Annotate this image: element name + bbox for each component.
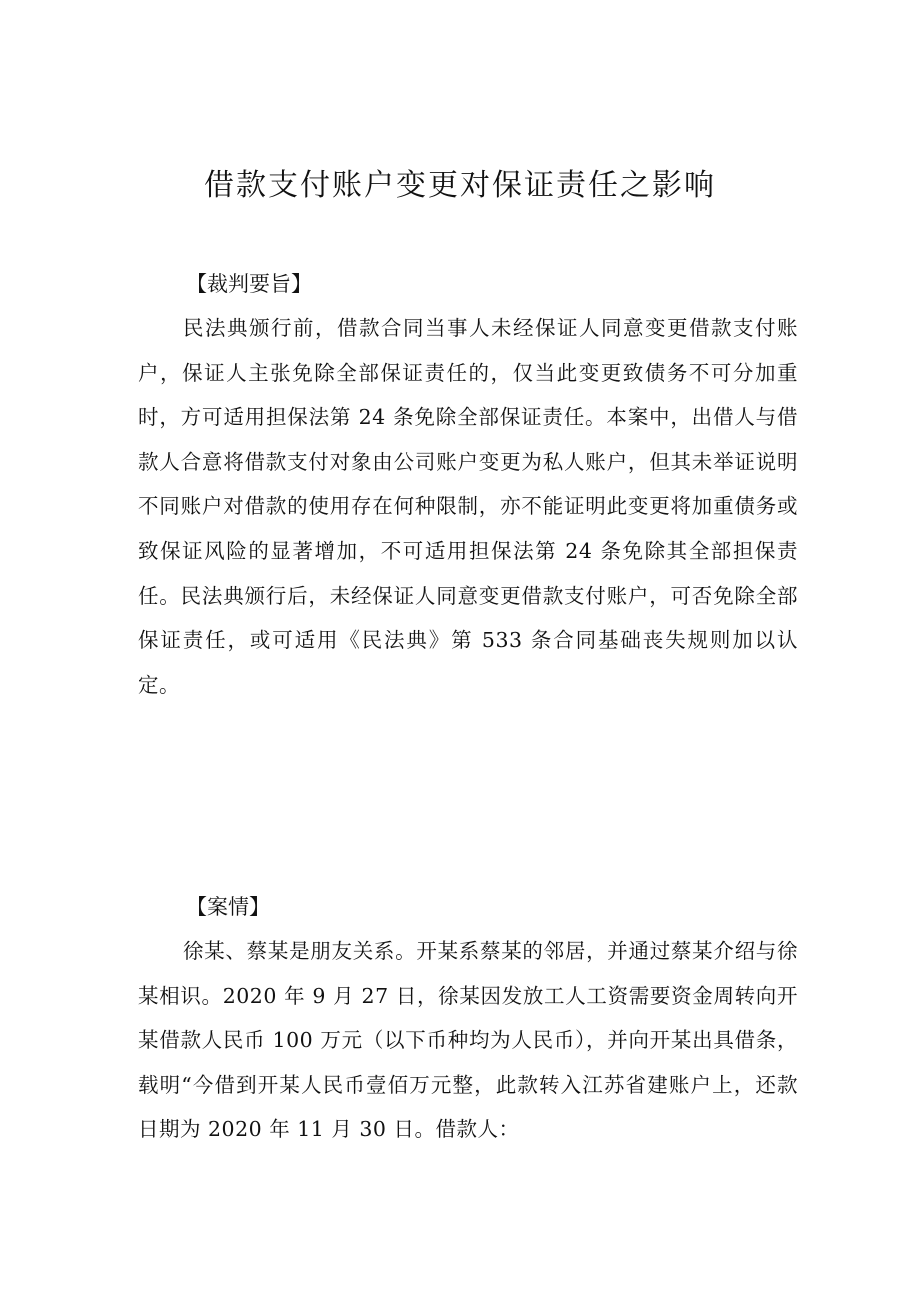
document-title: 借款支付账户变更对保证责任之影响 [204, 168, 716, 203]
section-case-facts [138, 885, 798, 1152]
section-ruling-summary [138, 262, 798, 707]
section-paragraph: 徐某、蔡某是朋友关系。开某系蔡某的邻居，并通过蔡某介绍与徐某相识。2020 年 9 月 27 日，徐某因发放工人工资需要资金周转向开某借款人民币 100 万元（以下币种均为人民币），并向开某出具借条，载明“今借到开某人民币壹佰万元整，此款转入江苏省建账户上，还款日期为 2020 年 11 月 30 日。借款人： [138, 939, 798, 1142]
section-heading: 【案情】 [186, 895, 270, 919]
section-paragraph: 民法典颁行前，借款合同当事人未经保证人同意变更借款支付账户，保证人主张免除全部保证责任的，仅当此变更致债务不可分加重时，方可适用担保法第 24 条免除全部保证责任。本案中，出借人与借款人合意将借款支付对象由公司账户变更为私人账户，但其未举证说明不同账户对借款的使用存在何种限制，亦不能证明此变更将加重债务或致保证风险的显著增加，不可适用担保法第 24 条免除其全部担保责任。民法典颁行后，未经保证人同意变更借款支付账户，可否免除全部保证责任，或可适用《民法典》第 533 条合同基础丧失规则加以认定。 [138, 316, 798, 697]
section-heading: 【裁判要旨】 [186, 272, 312, 296]
